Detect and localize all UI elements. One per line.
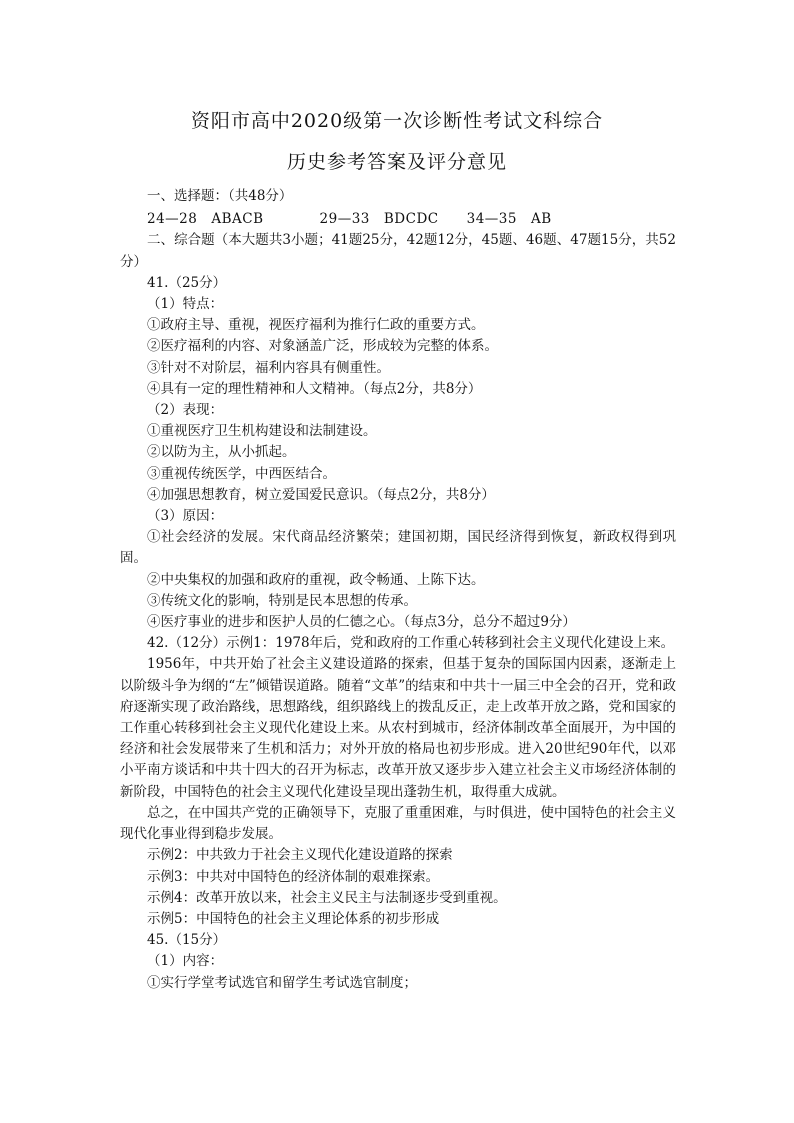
answer-line: ①政府主导、重视，视医疗福利为推行仁政的重要方式。 xyxy=(147,317,485,334)
answer-line: ④医疗事业的进步和医护人员的仁德之心。（每点3分，总分不超过9分） xyxy=(147,614,576,631)
choice-answers: 24—28 ABACB 29—33 BDCDC 34—35 AB xyxy=(147,211,552,228)
example-line: 示例4：改革开放以来，社会主义民主与法制逐步受到重视。 xyxy=(147,889,507,906)
document-subtitle: 历史参考答案及评分意见 xyxy=(286,151,507,173)
section-heading-choice: 一、选择题：（共48分） xyxy=(147,188,293,204)
section-heading-comprehensive: 二、综合题（本大题共3小题；41题25分，42题12分，45题、46题、47题15分，共52分） xyxy=(120,232,676,270)
subheading-features: （1）特点： xyxy=(147,296,224,313)
answer-line: ④加强思想教育，树立爱国爱民意识。（每点2分，共8分） xyxy=(147,486,495,503)
answer-line: ③针对不对阶层，福利内容具有侧重性。 xyxy=(147,359,390,376)
answer-line: ①重视医疗卫生机构建设和法制建设。 xyxy=(147,423,377,440)
answer-line: ④具有一定的理性精神和人文精神。（每点2分，共8分） xyxy=(147,380,482,397)
answer-line: ③重视传统医学，中西医结合。 xyxy=(147,465,336,482)
example-line: 示例5：中国特色的社会主义理论体系的初步形成 xyxy=(147,910,440,927)
essay-paragraph: 1956年，中共开始了社会主义建设道路的探索，但基于复杂的国际国内因素，逐渐走上以阶级斗争为纲的“左”倾错误道路。随着“文革”的结束和中共十一届三中全会的召开，党和政府逐渐实现了政治路线，思想路线，组织路线上的拨乱反正，走上改革开放之路，党和国家的工作重心转移到社会主义现代化建设上来。从农村到城市，经济体制改革全面展开，为中国的经济和社会发展带来了生机和活力；对外开放的格局也初步形成。进入20世纪90年代，以邓小平南方谈话和中共十四大的召开为标志，改革开放又逐步步入建立社会主义市场经济体制的新阶段，中国特色的社会主义现代化建设呈现出蓬勃生机，取得重大成就。 xyxy=(120,656,676,800)
answer-line: ①社会经济的发展。宋代商品经济繁荣；建国初期，国民经济得到恢复，新政权得到巩固。 xyxy=(120,529,676,567)
subheading-reasons: （3）原因： xyxy=(147,508,224,525)
document-title: 资阳市高中2020级第一次诊断性考试文科综合 xyxy=(190,110,604,132)
question-heading-45: 45.（15分） xyxy=(147,932,227,949)
essay-conclusion: 总之，在中国共产党的正确领导下，克服了重重困难，与时俱进，使中国特色的社会主义现代化事业得到稳步发展。 xyxy=(120,804,676,843)
question-heading-42: 42.（12分）示例1：1978年后，党和政府的工作重心转移到社会主义现代化建设上来。 xyxy=(147,635,675,652)
subheading-manifestations: （2）表现： xyxy=(147,402,224,419)
subheading-content: （1）内容： xyxy=(147,953,224,970)
answer-line: ②医疗福利的内容、对象涵盖广泛，形成较为完整的体系。 xyxy=(147,338,498,355)
example-line: 示例3：中共对中国特色的经济体制的艰难探索。 xyxy=(147,868,440,885)
answer-line: ②中央集权的加强和政府的重视，政令畅通、上陈下达。 xyxy=(147,571,485,588)
answer-line: ②以防为主，从小抓起。 xyxy=(147,444,296,461)
answer-line: ③传统文化的影响，特别是民本思想的传承。 xyxy=(147,592,417,609)
example-line: 示例2：中共致力于社会主义现代化建设道路的探索 xyxy=(147,847,453,864)
question-heading-41: 41.（25分） xyxy=(147,274,227,291)
answer-line: ①实行学堂考试选官和留学生考试选官制度； xyxy=(147,974,417,991)
document-body xyxy=(120,186,676,994)
